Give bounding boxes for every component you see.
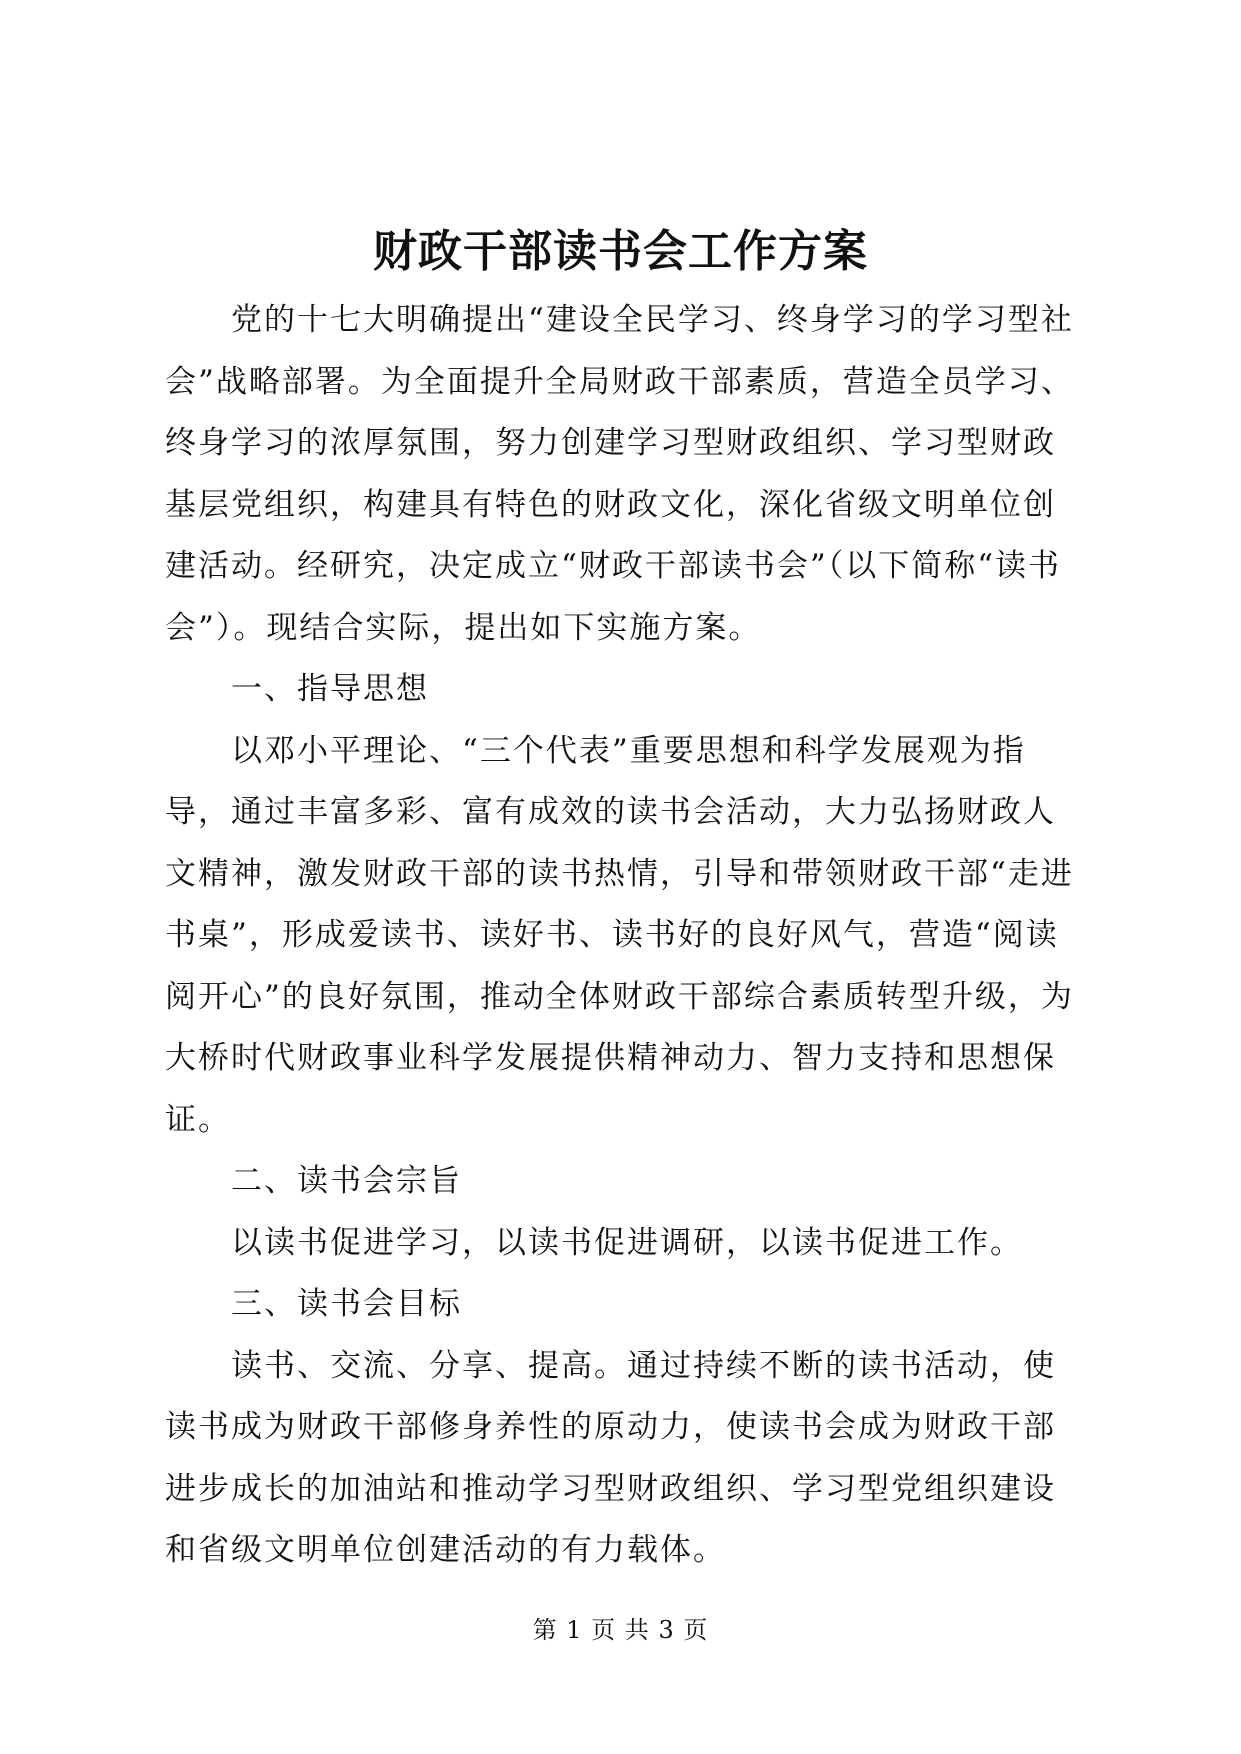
section-heading-guiding-ideology: 一、指导思想 [231,671,429,707]
section-heading-goals: 三、读书会目标 [231,1286,462,1322]
paragraph-goals: 读书、交流、分享、提高。通过持续不断的读书活动，使读书成为财政干部修身养性的原动力，使读书会成为财政干部进步成长的加油站和推动学习型财政组织、学习型党组织建设和省级文明单位创建活动的有力载体。 [165,1347,1056,1568]
paragraph-purpose: 以读书促进学习，以读书促进调研，以读书促进工作。 [231,1224,1023,1261]
section-heading-purpose: 二、读书会宗旨 [231,1163,462,1199]
page-number-footer: 第 1 页 共 3 页 [532,1616,709,1644]
paragraph-intro: 党的十七大明确提出“建设全民学习、终身学习的学习型社会”战略部署。为全面提升全局财政干部素质，营造全员学习、终身学习的浓厚氛围，努力创建学习型财政组织、学习型财政基层党组织，构建具有特色的财政文化，深化省级文明单位创建活动。经研究，决定成立“财政干部读书会”（以下简称“读书会”）。现结合实际，提出如下实施方案。 [165,302,1074,646]
document-body [165,290,1085,1582]
document-title: 财政干部读书会工作方案 [373,226,868,277]
paragraph-guiding-ideology: 以邓小平理论、“三个代表”重要思想和科学发展观为指导，通过丰富多彩、富有成效的读书会活动，大力弘扬财政人文精神，激发财政干部的读书热情，引导和带领财政干部“走进书桌”，形成爱读书、读好书、读书好的良好风气，营造“阅读阅开心”的良好氛围，推动全体财政干部综合素质转型升级，为大桥时代财政事业科学发展提供精神动力、智力支持和思想保证。 [165,732,1074,1138]
